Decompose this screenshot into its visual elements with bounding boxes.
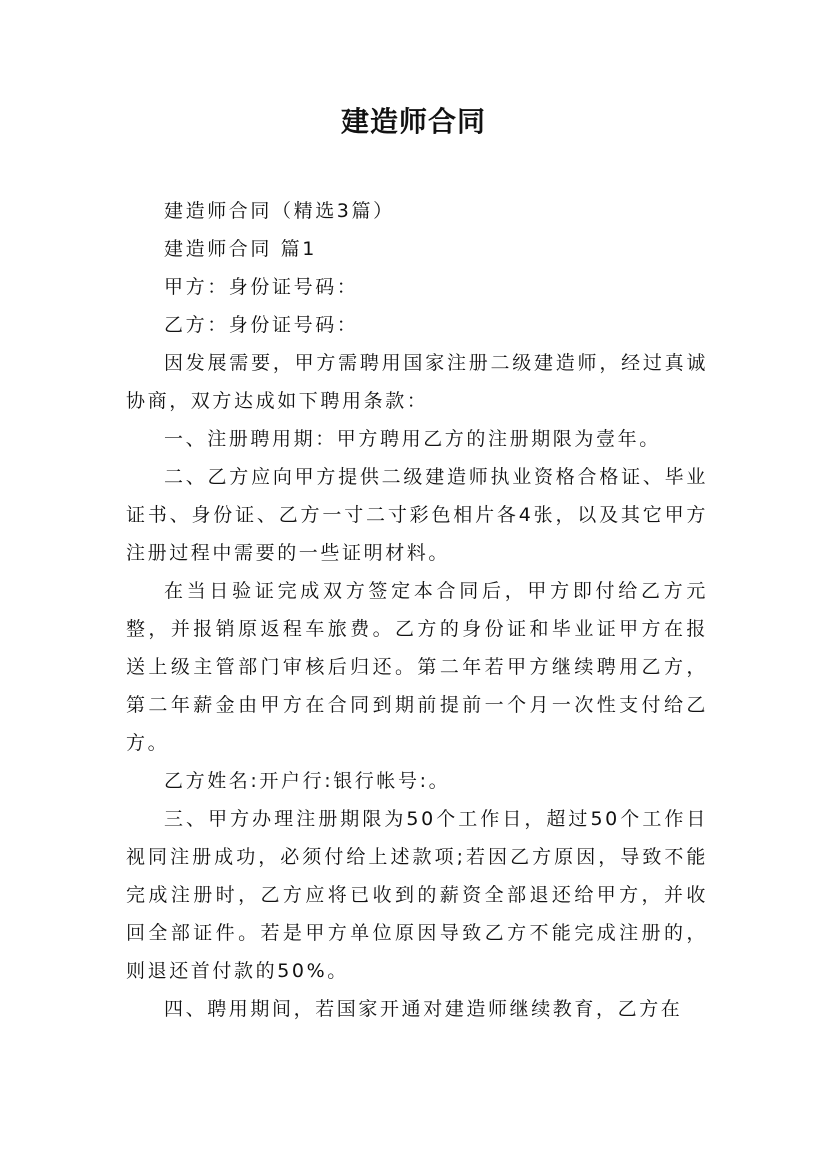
party-a-paragraph: 甲方：身份证号码： [164,276,359,298]
clause-4-paragraph: 四、聘用期间，若国家开通对建造师继续教育，乙方在 [164,998,683,1020]
document-title: 建造师合同 [340,105,486,138]
clause-2-paragraph: 二、乙方应向甲方提供二级建造师执业资格合格证、毕业证书、身份证、乙方一寸二寸彩色相片各4张，以及其它甲方注册过程中需要的一些证明材料。 [126,466,708,564]
party-b-paragraph: 乙方：身份证号码： [164,314,359,336]
intro-paragraph: 因发展需要，甲方需聘用国家注册二级建造师，经过真诚协商，双方达成如下聘用条款： [126,352,708,412]
bank-info-paragraph: 乙方姓名:开户行:银行帐号:。 [164,770,451,792]
clause-3-paragraph: 三、甲方办理注册期限为50个工作日，超过50个工作日视同注册成功，必须付给上述款项;若因乙方原因，导致不能完成注册时，乙方应将已收到的薪资全部退还给甲方，并收回全部证件。若是甲方单位原因导致乙方不能完成注册的，则退还首付款的50%。 [126,808,708,982]
subtitle-paragraph: 建造师合同（精选3篇） [164,200,395,222]
payment-paragraph: 在当日验证完成双方签定本合同后，甲方即付给乙方元整，并报销原返程车旅费。乙方的身份证和毕业证甲方在报送上级主管部门审核后归还。第二年若甲方继续聘用乙方，第二年薪金由甲方在合同到期前提前一个月一次性支付给乙方。 [126,580,708,754]
document-body [126,192,708,1028]
clause-1-paragraph: 一、注册聘用期：甲方聘用乙方的注册期限为壹年。 [164,428,661,450]
section-heading-paragraph: 建造师合同 篇1 [164,238,317,260]
